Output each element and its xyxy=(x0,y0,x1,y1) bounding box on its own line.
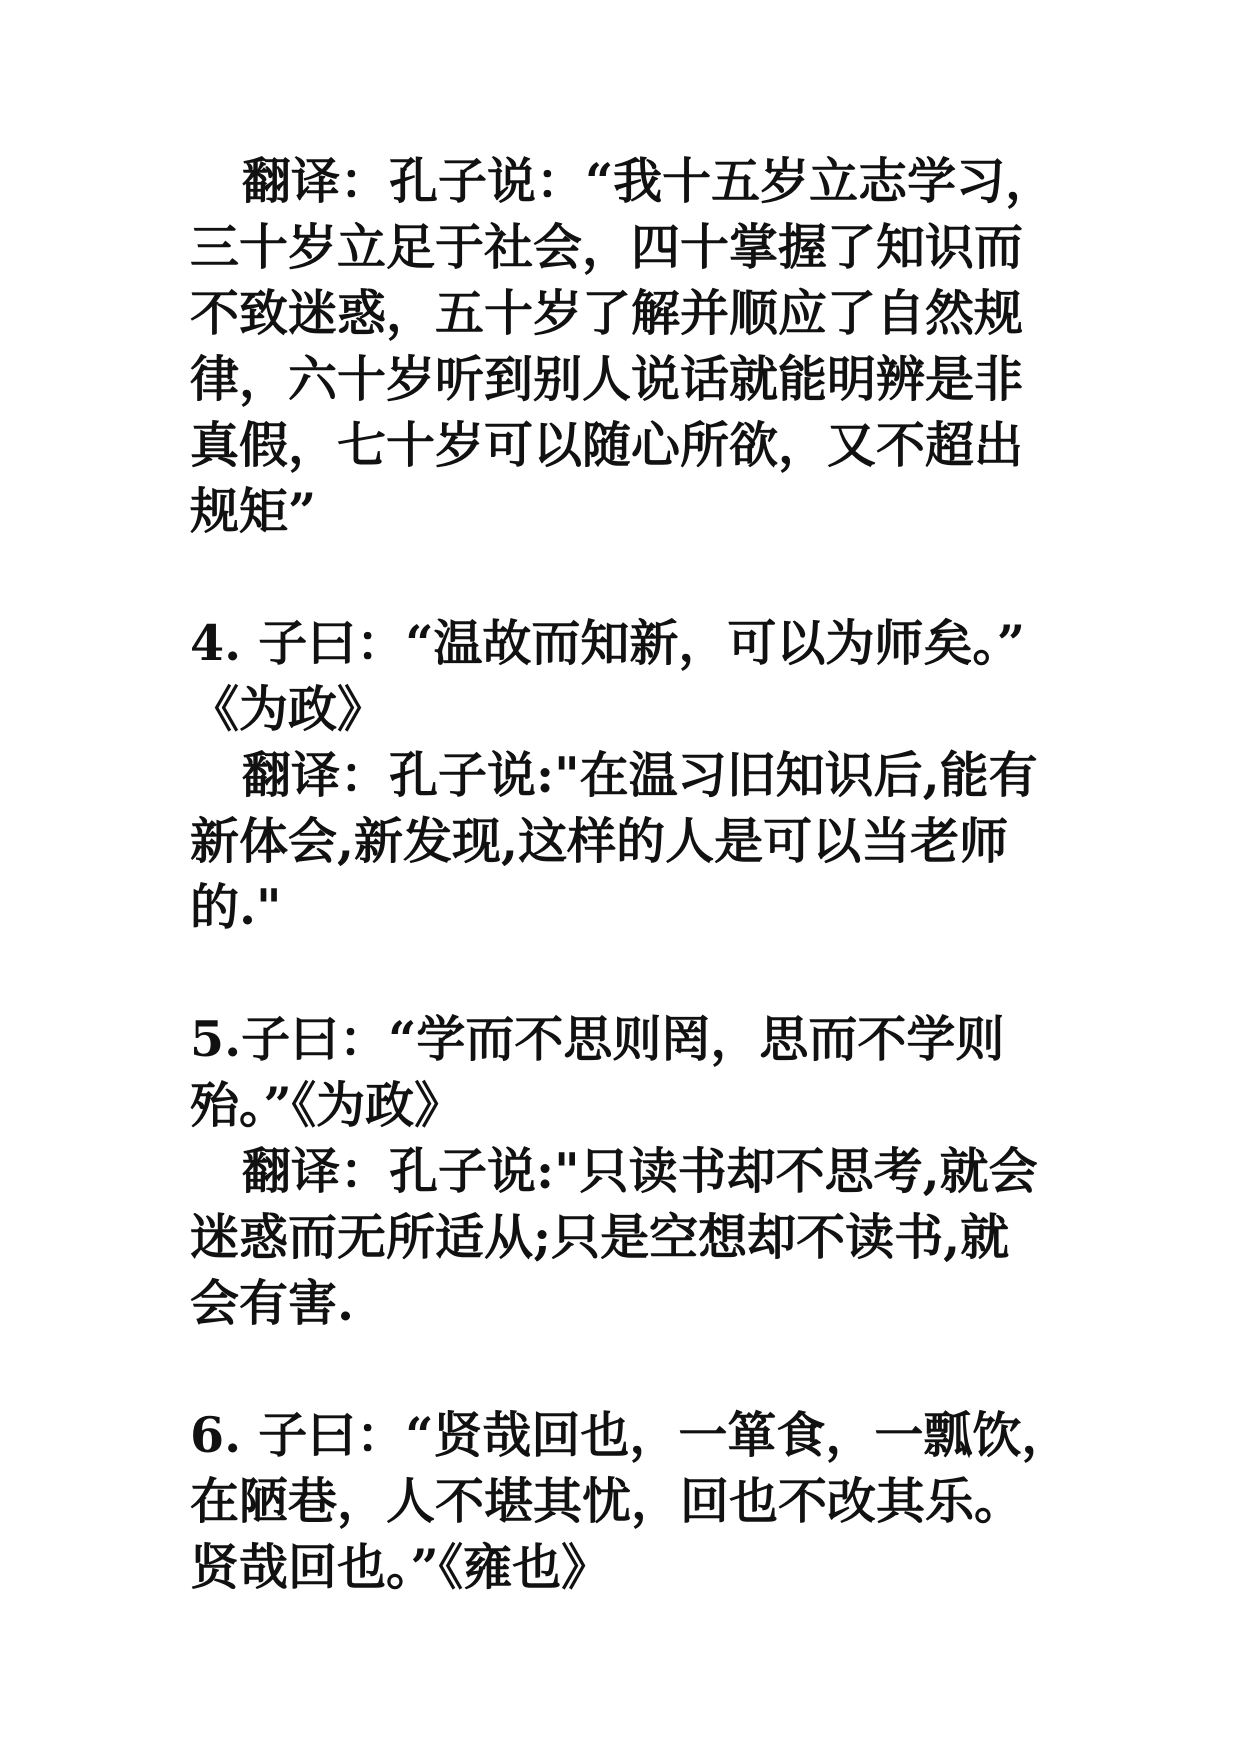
text-line: 迷惑而无所适从;只是空想却不读书,就 xyxy=(190,1208,1010,1266)
text-line: 殆。”《为政》 xyxy=(190,1076,464,1134)
text-line: 4. 子曰：“温故而知新，可以为师矣。” xyxy=(190,614,1026,672)
text-line: 真假，七十岁可以随心所欲，又不超出 xyxy=(190,416,1024,474)
paragraph-gap xyxy=(190,940,1060,1006)
text-line: 5.子曰：“学而不思则罔，思而不学则 xyxy=(190,1010,1005,1068)
paragraph-gap xyxy=(190,1336,1060,1402)
text-line: 翻译：孔子说:"只读书却不思考,就会 xyxy=(242,1142,1038,1200)
quote-6 xyxy=(190,1402,1071,1600)
text-line: 规矩” xyxy=(190,482,317,540)
text-line: 会有害. xyxy=(190,1274,355,1332)
text-line: 翻译：孔子说：“我十五岁立志学习， xyxy=(242,152,1055,210)
text-line: 律，六十岁听到别人说话就能明辨是非 xyxy=(190,350,1024,408)
text-line: 三十岁立足于社会，四十掌握了知识而 xyxy=(190,218,1024,276)
text-line: 不致迷惑，五十岁了解并顺应了自然规 xyxy=(190,284,1024,342)
text-line: 翻译：孔子说:"在温习旧知识后,能有 xyxy=(242,746,1038,804)
text-line: 《为政》 xyxy=(190,680,387,738)
quote-5 xyxy=(190,1006,1060,1336)
text-line: 新体会,新发现,这样的人是可以当老师 xyxy=(190,812,1009,870)
paragraph-gap xyxy=(190,544,1060,610)
document-page xyxy=(190,148,1071,1600)
text-line: 的." xyxy=(190,878,282,936)
text-line: 6. 子曰：“贤哉回也，一箪食，一瓢饮， xyxy=(190,1406,1071,1464)
text-line: 贤哉回也。”《雍也》 xyxy=(190,1538,611,1596)
translation-paragraph-3 xyxy=(190,148,1060,544)
quote-4 xyxy=(190,610,1060,940)
text-line: 在陋巷，人不堪其忧，回也不改其乐。 xyxy=(190,1472,1024,1530)
